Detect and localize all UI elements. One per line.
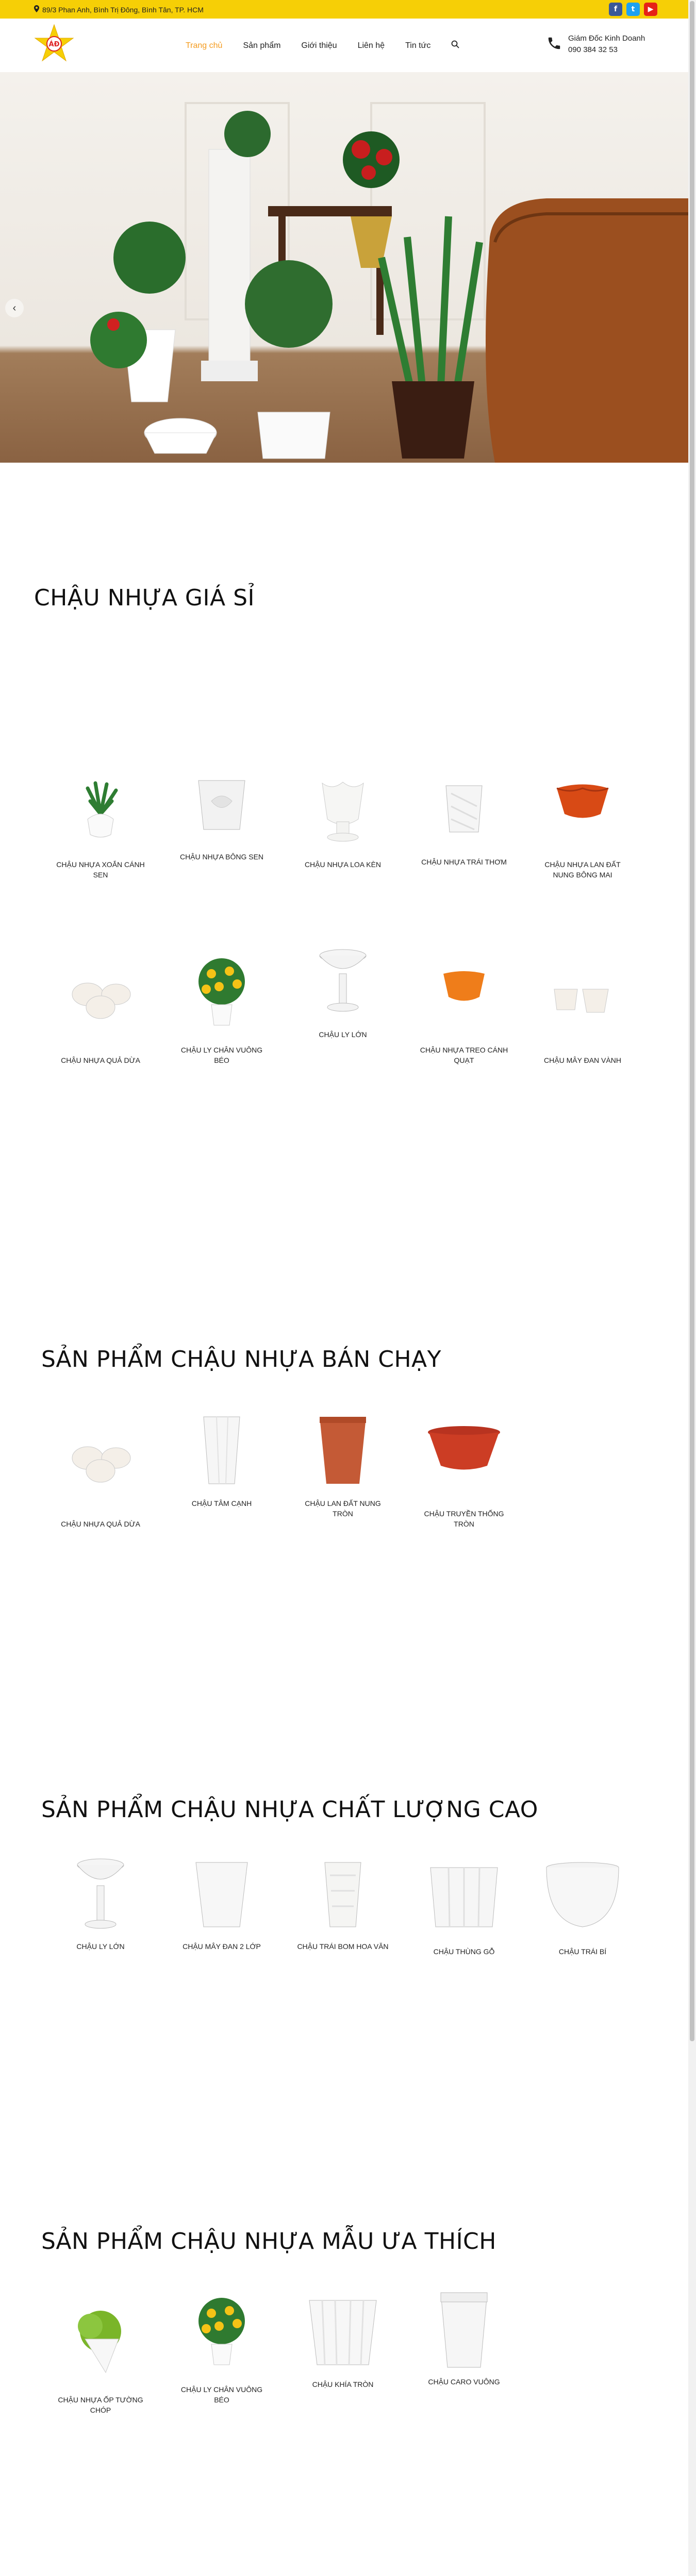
product-card[interactable] xyxy=(49,1432,152,1529)
phone-icon xyxy=(546,36,562,54)
product-name: CHẬU MÂY ĐAN VÀNH xyxy=(544,1056,621,1064)
product-card[interactable] xyxy=(49,2308,152,2415)
product-name: CHẬU NHỰA QUẢ DỪA xyxy=(61,1056,140,1064)
product-card[interactable] xyxy=(412,958,516,1065)
product-card[interactable] xyxy=(291,2293,394,2389)
product-name: CHẬU CARO VUÔNG xyxy=(428,2378,500,2386)
product-card[interactable] xyxy=(170,765,273,862)
section-title-favorite: SẢN PHẨM CHẬU NHỰA MẪU ƯA THÍCH xyxy=(41,2228,496,2255)
product-card[interactable] xyxy=(49,773,152,880)
address-text: 89/3 Phan Anh, Bình Trị Đông, Bình Tân, TP. HCM xyxy=(42,5,204,14)
product-card[interactable] xyxy=(412,770,516,867)
scrollbar-thumb[interactable] xyxy=(690,1,694,2041)
product-card[interactable] xyxy=(170,1855,273,1952)
product-card[interactable] xyxy=(412,1422,516,1529)
product-name: CHẬU NHỰA XOẮN CÁNH SEN xyxy=(56,860,145,879)
hotline[interactable] xyxy=(546,33,645,56)
product-name: CHẬU TRÁI BOM HOA VĂN xyxy=(297,1942,389,1951)
product-name: CHẬU TRÁI BÍ xyxy=(558,1947,607,1956)
product-card[interactable] xyxy=(49,1855,152,1952)
main-nav xyxy=(186,40,459,51)
product-card[interactable] xyxy=(531,1860,634,1957)
product-name: CHẬU NHỰA TRÁI THƠM xyxy=(421,858,507,866)
hotline-phone: 090 384 32 53 xyxy=(568,45,618,54)
product-name: CHẬU LAN ĐẤT NUNG TRÒN xyxy=(305,1499,381,1518)
product-name: CHẬU NHỰA BÔNG SEN xyxy=(179,853,264,861)
product-card[interactable] xyxy=(412,1860,516,1957)
nav-item-products[interactable]: Sản phẩm xyxy=(243,41,281,50)
nav-item-home[interactable]: Trang chủ xyxy=(186,41,223,50)
product-card[interactable] xyxy=(291,1412,394,1519)
product-name: CHẬU LY LỚN xyxy=(319,1030,367,1039)
product-name: CHẬU LY CHÂN VUÔNG BÉO xyxy=(180,2385,263,2404)
hotline-title: Giám Đốc Kinh Doanh xyxy=(568,34,645,43)
logo-text: ÁĐ xyxy=(48,41,60,48)
product-name: CHẬU NHỰA LAN ĐẤT NUNG BÔNG MAI xyxy=(544,860,621,879)
facebook-icon[interactable]: f xyxy=(609,3,622,16)
map-pin-icon xyxy=(34,5,39,14)
product-card[interactable] xyxy=(291,1855,394,1952)
product-name: CHẬU TRUYỀN THỐNG TRÒN xyxy=(424,1510,504,1528)
section-title-wholesale: CHẬU NHỰA GIÁ SỈ xyxy=(34,585,255,611)
product-card[interactable] xyxy=(291,943,394,1040)
product-name: CHẬU NHỰA QUẢ DỪA xyxy=(61,1520,140,1528)
section-title-bestseller: SẢN PHẨM CHẬU NHỰA BÁN CHẠY xyxy=(41,1346,442,1372)
header xyxy=(0,19,688,72)
product-card[interactable] xyxy=(170,1412,273,1509)
product-name: CHẬU NHỰA ỐP TƯỜNG CHÓP xyxy=(58,2396,143,2414)
twitter-icon[interactable]: t xyxy=(626,3,640,16)
product-name: CHẬU LY LỚN xyxy=(76,1942,125,1951)
logo[interactable] xyxy=(34,24,74,64)
hero-image xyxy=(0,72,688,463)
product-name: CHẬU TÂM CẠNH xyxy=(191,1499,252,1507)
product-name: CHẬU MÂY ĐAN 2 LỚP xyxy=(183,1942,261,1951)
top-bar xyxy=(0,0,688,19)
product-card[interactable] xyxy=(170,958,273,1065)
product-card[interactable] xyxy=(49,969,152,1065)
product-card[interactable] xyxy=(291,773,394,870)
address xyxy=(34,5,204,14)
product-card[interactable] xyxy=(412,2290,516,2387)
youtube-icon[interactable]: ▶ xyxy=(644,3,657,16)
product-name: CHẬU KHÍA TRÒN xyxy=(312,2380,374,2388)
product-card[interactable] xyxy=(531,969,634,1065)
product-name: CHẬU NHỰA TREO CÁNH QUẠT xyxy=(420,1046,508,1064)
hero-prev-button[interactable]: ‹ xyxy=(5,299,24,317)
nav-item-news[interactable]: Tin tức xyxy=(405,41,431,50)
social-links xyxy=(609,3,657,16)
product-card[interactable] xyxy=(170,2298,273,2405)
product-name: CHẬU NHỰA LOA KÈN xyxy=(304,860,382,869)
search-icon[interactable] xyxy=(451,40,459,51)
nav-item-about[interactable]: Giới thiệu xyxy=(301,41,337,50)
scrollbar[interactable] xyxy=(688,0,696,2576)
product-name: CHẬU LY CHÂN VUÔNG BÉO xyxy=(180,1046,263,1064)
product-name: CHẬU THÙNG GỖ xyxy=(433,1947,495,1956)
nav-item-contact[interactable]: Liên hệ xyxy=(357,41,385,50)
product-card[interactable] xyxy=(531,773,634,880)
section-title-quality: SẢN PHẨM CHẬU NHỰA CHẤT LƯỢNG CAO xyxy=(41,1797,538,1823)
hero-banner xyxy=(0,72,688,463)
